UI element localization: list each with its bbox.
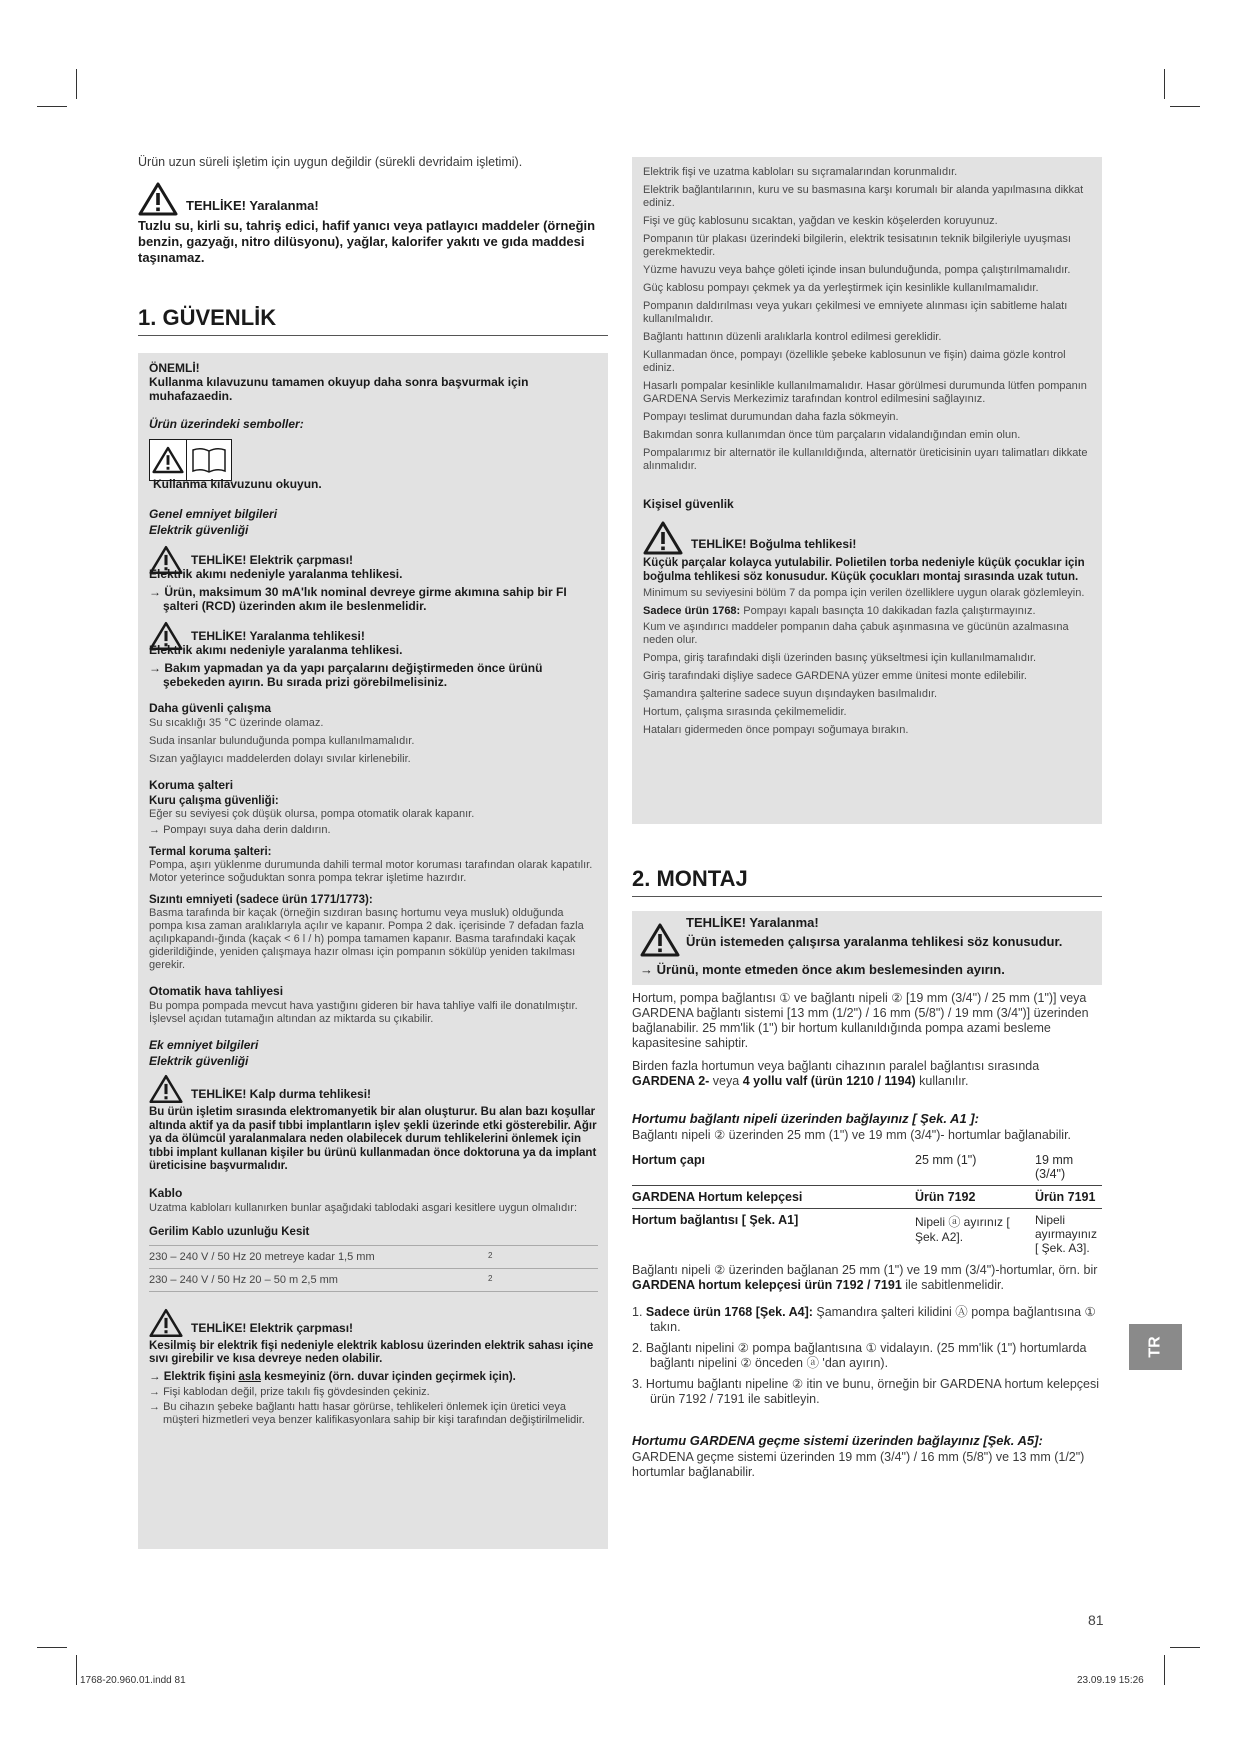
crop-mark: [1164, 1655, 1165, 1685]
right-column: [632, 157, 1102, 1485]
cable-spec: 230 – 240 V / 50 Hz 20 – 50 m 2,5 mm: [149, 1268, 488, 1291]
shock2-danger-label: TEHLİKE! Elektrik çarpması!: [191, 1320, 354, 1335]
safer-line: Su sıcaklığı 35 °C üzerinde olamaz.: [149, 717, 324, 729]
warning-icon: [138, 182, 178, 216]
drown-danger-text: Küçük parçalar kolayca yutulabilir. Polietilen torba nedeniyle küçük çocuklar için boğulma tehlikesi söz konusudur. Küçük çocukları montaj sırasında uzak tutun.: [643, 557, 1085, 583]
heart-danger-label: TEHLİKE! Kalp durma tehlikesi!: [191, 1087, 372, 1101]
dry-arrow: → Pompayı suya daha derin daldırın.: [149, 824, 331, 836]
shock2-arrow: → Elektrik fişini asla kesmeyiniz (örn. duvar içinden geçirmek için).: [149, 1370, 516, 1383]
heart-danger-text: Bu ürün işletim sırasında elektromanyetik bir alan oluşturur. Bu alan bazı koşullar altında aktif ya da pasif tıbbi implantların işlev şekli üzerinde etki gösterebilir. Ağır ya da ölümcül yaralanmalara neden olabilecek durum tehlikelerini önlemek için tıbbi implant kullanan kişiler bu ürünü kullanmadan önce doktoruna ya da implant üreticisine başvurmalıdır.: [149, 1106, 597, 1172]
montage-danger-box: [632, 911, 1102, 985]
safety-line: Güç kablosu pompayı çekmek ya da yerleştirmek için kesinlikle kullanılmamalıdır.: [643, 282, 1039, 294]
intro-danger-label: TEHLİKE! Yaralanma!: [186, 197, 319, 213]
crop-mark: [76, 69, 77, 99]
after-line: Hortum, çalışma sırasında çekilmemelidir.: [643, 706, 847, 718]
warning-icon: [149, 1308, 183, 1338]
after-line: Hataları gidermeden önce pompayı soğumaya bırakın.: [643, 724, 909, 736]
safety-line: Bakımdan sonra kullanımdan önce tüm parçaların vidalandığından emin olun.: [643, 429, 1021, 441]
after-line: Pompa, giriş tarafındaki dişli üzerinden basınç yükseltmesi için kullanılmamalıdır.: [643, 652, 1037, 664]
montage-para1: Hortum, pompa bağlantısı ① ve bağlantı nipeli ② [19 mm (3/4") / 25 mm (1")] veya GARDENA bağlantı sistemi [13 mm (1/2") / 16 mm (5/8") / 19 mm (3/4")] üzerinden bağlanabilir. 25 mm'lik (1") bir hortum kullanıldığında pompa azami besleme kapasitesine sahiptir.: [632, 991, 1089, 1050]
safety-line: Kullanmadan önce, pompayı (özellikle şebeke kablosunun ve fişin) daima gözle kontrol ediniz.: [643, 349, 1066, 374]
table-row: [632, 1209, 1102, 1260]
list-item: 3. Hortumu bağlantı nipeline ② itin ve bunu, örneğin bir GARDENA hortum kelepçesi ürün 7192 / 7191 ile sabitleyin.: [632, 1377, 1100, 1406]
cable-sup: 2: [488, 1245, 598, 1268]
safety-line: Elektrik bağlantılarının, kuru ve su basmasına karşı korumalı bir alanda yapılmasına dikkat ediniz.: [643, 184, 1084, 209]
table-row: [632, 1149, 1102, 1186]
footer-file: 1768-20.960.01.indd 81: [80, 1675, 186, 1686]
injury-danger-label: TEHLİKE! Yaralanma tehlikesi!: [191, 629, 365, 643]
dry-label: Kuru çalışma güvenliği:: [149, 795, 279, 807]
table-row: [149, 1268, 598, 1291]
after-table: Bağlantı nipeli ② üzerinden bağlanan 25 mm (1") ve 19 mm (3/4")-hortumlar, örn. bir GARDENA hortum kelepçesi ürün 7192 / 7191 ile sabitlenmelidir.: [632, 1263, 1098, 1292]
important-label: ÖNEMLİ!: [149, 361, 200, 375]
sub1-title: Hortumu bağlantı nipeli üzerinden bağlayınız [ Şek. A1 ]:: [632, 1111, 979, 1126]
safer-line: Sızan yağlayıcı maddelerden dolayı sıvılar kirlenebilir.: [149, 753, 411, 765]
shock-danger-label: TEHLİKE! Elektrik çarpması!: [191, 553, 354, 567]
thermal-text: Pompa, aşırı yüklenme durumunda dahili termal motor koruması tarafından olarak kapatılır. Motor yeterince soğuduktan sonra pompa tekrar işletime hazırdır.: [149, 859, 593, 884]
crop-mark: [37, 1647, 67, 1648]
vent-label: Otomatik hava tahliyesi: [149, 984, 284, 998]
crop-mark: [37, 106, 67, 107]
safety-line: Pompanın daldırılması veya yukarı çekilmesi ve emniyete alınması için sabitleme halatı kullanılmalıdır.: [643, 300, 1068, 325]
safer-line: Suda insanlar bulunduğunda pompa kullanılmamalıdır.: [149, 735, 415, 747]
safety-line: Pompanın tür plakası üzerindeki bilgilerin, elektrik tesisatının teknik bilgileriyle uyuşması gerekmektedir.: [643, 233, 1071, 258]
montage-danger-arrow: → Ürünü, monte etmeden önce akım beslemesinden ayırın.: [640, 962, 1005, 977]
drown-danger: [643, 521, 1092, 555]
section2-title: 2. MONTAJ: [632, 866, 1102, 897]
crop-mark: [76, 1655, 77, 1685]
safety-line: Elektrik fişi ve uzatma kabloları su sıçramalarından korunmalıdır.: [643, 166, 958, 178]
injury-arrow: → Bakım yapmadan ya da yapı parçalarını değiştirmeden önce ürünü şebekeden ayırın. Bu sırada prizi görebilmelisiniz.: [149, 661, 543, 689]
table-row: [149, 1245, 598, 1268]
montage-para2: Birden fazla hortumun veya bağlantı cihazının paralel bağlantısı sırasında GARDENA 2- veya 4 yollu valf (ürün 1210 / 1194) kullanılır.: [632, 1059, 1040, 1088]
montage-danger-text: Ürün istemeden çalışırsa yaralanma tehlikesi söz konusudur.: [686, 934, 1063, 949]
cable-spec: 230 – 240 V / 50 Hz 20 metreye kadar 1,5 mm: [149, 1245, 488, 1268]
sand-text: Kum ve aşındırıcı maddeler pompanın daha çabuk aşınmasına ve gücünün azalmasına neden olur.: [643, 621, 1069, 646]
safety-line: Fişi ve güç kablosunu sıcaktan, yağdan ve keskin köşelerden koruyunuz.: [643, 215, 998, 227]
cable-table: [149, 1245, 598, 1292]
safety-box: [138, 353, 608, 1549]
table-cell: Hortum çapı: [632, 1153, 705, 1167]
safety-line: Pompalarımız bir alternatör ile kullanıldığında, alternatör üreticisinin uyarı talimatları dikkate alınmalıdır.: [643, 447, 1088, 472]
safety-line: Hasarlı pompalar kesinlikle kullanılmamalıdır. Hasar görülmesi durumunda lütfen pompanın GARDENA Servis Merkezimiz tarafından kontrol edilmesini sağlayınız.: [643, 380, 1087, 405]
symbols-label: Ürün üzerindeki semboller:: [149, 417, 304, 431]
min-water: Minimum su seviyesini bölüm 7 da pompa için verilen özelliklere uygun olarak gözlemleyin.: [643, 587, 1085, 599]
intro-line: Ürün uzun süreli işletim için uygun değildir (sürekli devridaim işletimi).: [138, 155, 523, 169]
table-cell: 19 mm (3/4"): [1035, 1153, 1074, 1181]
table-cell: Ürün 7192: [915, 1186, 1035, 1209]
book-icon: [191, 446, 227, 474]
cable-header: Gerilim Kablo uzunluğu Kesit: [149, 1225, 310, 1238]
left-column: [138, 155, 608, 1549]
symbol-caption: Kullanma kılavuzunu okuyun.: [153, 477, 322, 491]
warning-icon: [152, 446, 184, 474]
section1-title: 1. GÜVENLİK: [138, 305, 608, 336]
intro-danger-text: Tuzlu su, kirli su, tahriş edici, hafif yanıcı veya patlayıcı maddeler (örneğin benzin, gazyağı, nitro dilüsyonu), yağlar, kalorifer yakıtı ve gıda maddesi taşınamaz.: [138, 218, 596, 265]
protect-label: Koruma şalteri: [149, 778, 234, 792]
cable-label: Kablo: [149, 1185, 183, 1200]
crop-mark: [1170, 1647, 1200, 1648]
warning-icon: [149, 1074, 183, 1104]
montage-danger-label: TEHLİKE! Yaralanma!: [686, 915, 819, 930]
table-row: [632, 1186, 1102, 1209]
table-cell: Hortum bağlantısı [ Şek. A1]: [632, 1209, 915, 1260]
leak-label: Sızıntı emniyeti (sadece ürün 1771/1773):: [149, 894, 373, 906]
shock2-danger: [149, 1308, 598, 1338]
safety-line: Bağlantı hattının düzenli aralıklarla kontrol edilmesi gereklidir.: [643, 331, 942, 343]
table-cell: Ürün 7191: [1035, 1186, 1102, 1209]
hose-table: [632, 1149, 1102, 1259]
after-line: Giriş tarafındaki dişliye sadece GARDENA yüzer emme ünitesi monte edilebilir.: [643, 670, 1027, 682]
after-line: Şamandıra şalterine sadece suyun dışındayken basılmalıdır.: [643, 688, 938, 700]
safer-label: Daha güvenli çalışma: [149, 701, 272, 715]
personal-label: Kişisel güvenlik: [643, 497, 734, 511]
leak-text: Basma tarafında bir kaçak (örneğin sızdıran basınç hortumu veya musluk) olduğunda pompa kısa zaman aralıklarıyla açılır ve kapanır. Pompa 2 dak. içerisinde 7 defadan fazla açılıpkapandı-ğında (kaçak < 6 l / h) pompa tamamen kapanır. Basma tarafındaki kaçak giderildiğinde, yeniden çalışmaya hazır olması için pompanın sökülüp yeniden takılması gerekir.: [149, 907, 584, 971]
drown-danger-label: TEHLİKE! Boğulma tehlikesi!: [691, 537, 857, 551]
footer-timestamp: 23.09.19 15:26: [1077, 1675, 1144, 1686]
list-item: 2. Bağlantı nipelini ② pompa bağlantısına ① vidalayın. (25 mm'lik (1") hortumlarda bağlantı nipelini ② önceden ⓐ 'dan ayırın).: [632, 1341, 1087, 1370]
table-cell: 25 mm (1"): [915, 1153, 977, 1167]
crop-mark: [1170, 106, 1200, 107]
heart-danger: [149, 1074, 598, 1104]
crop-mark: [1164, 69, 1165, 99]
manual-symbol: [149, 439, 598, 481]
sub2-title: Hortumu GARDENA geçme sistemi üzerinden bağlayınız [Şek. A5]:: [632, 1433, 1043, 1448]
table-cell: GARDENA Hortum kelepçesi: [632, 1186, 915, 1209]
electric-label: Elektrik güvenliği: [149, 523, 249, 537]
cable-sup: 2: [488, 1268, 598, 1291]
thermal-label: Termal koruma şalteri:: [149, 846, 272, 858]
important-text: Kullanma kılavuzunu tamamen okuyup daha sonra başvurmak için muhafazaedin.: [149, 375, 529, 403]
table-cell: Nipeli ⓐ ayırınız [ Şek. A2].: [915, 1209, 1035, 1260]
safety-line: Yüzme havuzu veya bahçe göleti içinde insan bulunduğunda, pompa çalıştırılmamalıdır.: [643, 264, 1071, 276]
vent-text: Bu pompa pompada mevcut hava yastığını gideren bir hava tahliye valfi ile donatılmıştır. İşlevsel açıdan tutamağın altından az miktarda su çıkabilir.: [149, 1000, 578, 1025]
sub1-text: Bağlantı nipeli ② üzerinden 25 mm (1") ve 19 mm (3/4")- hortumlar bağlanabilir.: [632, 1128, 1072, 1142]
dry-text: Eğer su seviyesi çok düşük olursa, pompa otomatik olarak kapanır.: [149, 808, 475, 820]
extra-label: Ek emniyet bilgileri: [149, 1038, 259, 1052]
shock2-arrow2: → Fişi kablodan değil, prize takılı fiş gövdesinden çekiniz.: [149, 1385, 430, 1398]
general-label: Genel emniyet bilgileri: [149, 507, 278, 521]
cable-text: Uzatma kabloları kullanırken bunlar aşağıdaki tablodaki asgari kesitlere uygun olmalıdır:: [149, 1201, 578, 1214]
shock2-arrow3: → Bu cihazın şebeke bağlantı hattı hasar görürse, tehlikeleri önlemek için üretici veya müşteri hizmetleri veya benzer kalifikasyonlara sahip bir kişi tarafından değiştirilmelidir.: [149, 1400, 585, 1426]
safety-line: Pompayı teslimat durumundan daha fazla sökmeyin.: [643, 411, 899, 423]
shock-danger-text: Elektrik akımı nedeniyle yaralanma tehlikesi.: [149, 567, 403, 581]
electric-safety-box: [632, 157, 1102, 824]
language-tab: TR: [1129, 1324, 1182, 1370]
shock2-danger-text: Kesilmiş bir elektrik fişi nedeniyle elektrik kablosu üzerinden elektrik sahası içine sıvı girebilir ve kısa devreye neden olabilir.: [149, 1339, 594, 1365]
only-1768: Sadece ürün 1768: Pompayı kapalı basınçta 10 dakikadan fazla çalıştırmayınız.: [643, 605, 1036, 617]
warning-icon: [643, 521, 683, 555]
sub2-text: GARDENA geçme sistemi üzerinden 19 mm (3/4") / 16 mm (5/8") ve 13 mm (1/2") hortumlar bağlanabilir.: [632, 1450, 1085, 1479]
page-number: 81: [1088, 1612, 1104, 1628]
intro-danger: [138, 182, 608, 216]
warning-icon: [640, 923, 680, 957]
table-cell: Nipeli ayırmayınız [ Şek. A3].: [1035, 1209, 1102, 1260]
extra-electric-label: Elektrik güvenliği: [149, 1054, 249, 1068]
list-item: 1. Sadece ürün 1768 [Şek. A4]: Şamandıra şalteri kilidini Ⓐ pompa bağlantısına ① takın.: [632, 1305, 1096, 1334]
injury-danger-text: Elektrik akımı nedeniyle yaralanma tehlikesi.: [149, 643, 403, 657]
shock-arrow: → Ürün, maksimum 30 mA'lık nominal devreye girme akımına sahip bir FI şalteri (RCD) üzerinden akım ile beslenmelidir.: [149, 585, 567, 613]
